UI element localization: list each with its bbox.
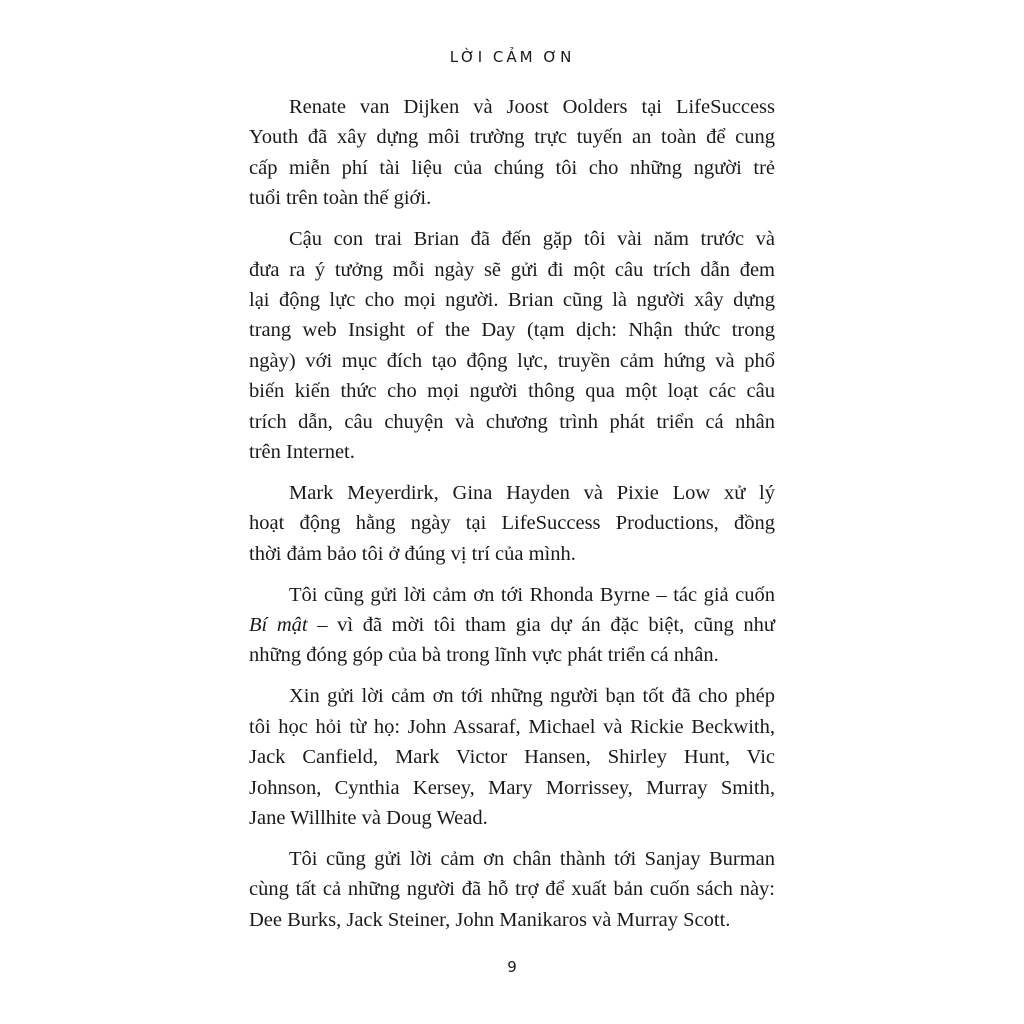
text-line-rest: – vì đã mời tôi tham gia dự án đặc biệt, cũng như: [307, 614, 776, 636]
paragraph-5: [249, 681, 775, 833]
text-line: Jane Willhite và Doug Wead.: [249, 806, 488, 829]
page-number: 9: [507, 958, 517, 976]
text-line: cấp miễn phí tài liệu của chúng tôi cho những người trẻ: [249, 156, 775, 179]
text-line: trang web Insight of the Day (tạm dịch: Nhận thức trong: [249, 319, 775, 342]
text-line: trên Internet.: [249, 440, 355, 463]
text-line: Youth đã xây dựng môi trường trực tuyến an toàn để cung: [249, 126, 775, 149]
text-line: [249, 610, 775, 640]
text-line: tôi học hỏi từ họ: John Assaraf, Michael và Rickie Beckwith,: [249, 715, 775, 738]
text-line: những đóng góp của bà trong lĩnh vực phát triển cá nhân.: [249, 644, 719, 667]
running-header: LỜI CẢM ƠN: [449, 48, 575, 66]
body-text: [249, 92, 775, 946]
text-line: lại động lực cho mọi người. Brian cũng là người xây dựng: [249, 288, 775, 311]
paragraph-2: [249, 224, 775, 467]
text-line: Xin gửi lời cảm ơn tới những người bạn tốt đã cho phép: [289, 685, 775, 708]
paragraph-3: [249, 478, 775, 569]
text-line: cùng tất cả những người đã hỗ trợ để xuất bản cuốn sách này:: [249, 878, 775, 901]
text-line: Dee Burks, Jack Steiner, John Manikaros và Murray Scott.: [249, 908, 731, 931]
text-line: Mark Meyerdirk, Gina Hayden và Pixie Low xử lý: [289, 481, 775, 504]
text-line: hoạt động hằng ngày tại LifeSuccess Productions, đồng: [249, 512, 775, 535]
text-line: trích dẫn, câu chuyện và chương trình phát triển cá nhân: [249, 410, 775, 433]
text-line: Cậu con trai Brian đã đến gặp tôi vài năm trước và: [289, 228, 775, 251]
text-line: biến kiến thức cho mọi người thông qua một loạt các câu: [249, 380, 775, 403]
text-line: tuổi trên toàn thế giới.: [249, 187, 432, 210]
book-title-italic: Bí mật: [249, 614, 308, 636]
text-line: thời đảm bảo tôi ở đúng vị trí của mình.: [249, 542, 576, 565]
text-line: Renate van Dijken và Joost Oolders tại LifeSuccess: [289, 96, 775, 118]
text-line: Jack Canfield, Mark Victor Hansen, Shirley Hunt, Vic: [249, 746, 775, 769]
text-line: Tôi cũng gửi lời cảm ơn tới Rhonda Byrne – tác giả cuốn: [289, 583, 775, 606]
text-line: ngày) với mục đích tạo động lực, truyền cảm hứng và phổ: [249, 349, 775, 372]
text-line: Tôi cũng gửi lời cảm ơn chân thành tới Sanjay Burman: [289, 847, 775, 870]
paragraph-6: [249, 844, 775, 935]
paragraph-4: [249, 580, 775, 671]
text-line: đưa ra ý tưởng mỗi ngày sẽ gửi đi một câu trích dẫn đem: [249, 258, 775, 281]
paragraph-1: [249, 92, 775, 214]
text-line: Johnson, Cynthia Kersey, Mary Morrissey, Murray Smith,: [249, 776, 775, 799]
